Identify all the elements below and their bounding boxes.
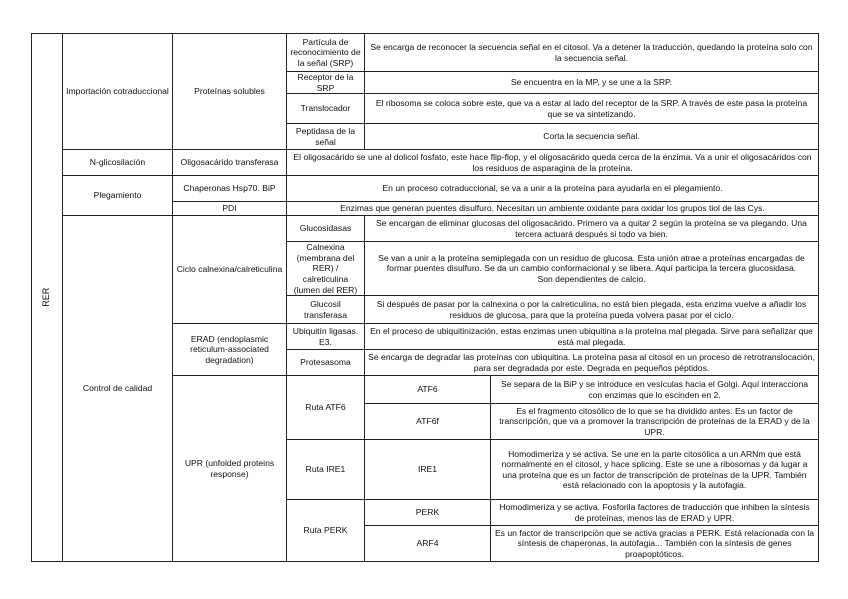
- item-name: Oligosacárido transferasa: [173, 150, 287, 176]
- folding-title: Plegamiento: [63, 176, 173, 216]
- erad-title: ERAD (endoplasmic reticulum-associated degradation): [173, 324, 287, 376]
- item-description: El oligosacárido se une al dolicol fosfato, este hace flip-flop, y el oligosacárido queda cerca de la enzima. Va a unir el oligosacáridos con los residuos de asparagina de la proteína.: [287, 150, 819, 176]
- item-name: Chaperonas Hsp70. BiP: [173, 176, 287, 202]
- item-name: PDI: [173, 202, 287, 216]
- import-category: Proteínas solubles: [173, 34, 287, 150]
- item-description: Se encargan de eliminar glucosas del oligosacárido. Primero va a quitar 2 según la proteína se va plegando. Una tercera actuará después si todo va bien.: [365, 216, 819, 242]
- item-name: ATF6f: [365, 404, 491, 440]
- item-name: Partícula de reconocimiento de la señal (SRP): [287, 34, 365, 72]
- table-row: [32, 34, 819, 72]
- item-name: Receptor de la SRP: [287, 72, 365, 94]
- item-description: Se encarga de reconocer la secuencia señal en el citosol. Va a detener la traducción, quedando la proteína solo con la secuencia señal.: [365, 34, 819, 72]
- item-description: Homodimeriza y se activa. Se une en la parte citosólica a un ARNm que está normalmente en el citosol, y hace splicing. Este se une a ribosomas y da lugar a una proteína que es un factor de transcripción de proteínas de la UPR. También está relacionado con la apoptosis y la autofagia.: [491, 440, 819, 500]
- item-description: En un proceso cotraduccional, se va a unir a la proteína para ayudarla en el plegamiento.: [287, 176, 819, 202]
- table-row: [32, 216, 819, 242]
- cycle-title: Ciclo calnexina/calreticulina: [173, 216, 287, 324]
- item-name: ATF6: [365, 376, 491, 404]
- rer-summary-table: [31, 33, 819, 562]
- table-row: [32, 176, 819, 202]
- quality-title: Control de calidad: [63, 216, 173, 562]
- section-label: RER: [41, 288, 52, 308]
- section-cell: [32, 34, 63, 562]
- item-description: Se encarga de degradar las proteínas con ubiquitina. La proteína pasa al citosol en un proceso de retrotranslocación, para ser degradada por este. Degrada en pequeños péptidos.: [365, 350, 819, 376]
- item-description: Corta la secuencia señal.: [365, 124, 819, 150]
- item-description-text: Se van a unir a la proteína semiplegada con un residuo de glucosa. Esta unión atrae a proteínas encargadas de formar puentes disulfuro. Se da un cambio conformacional y se libera. Aquí participa la tercera glucosidasa.: [378, 252, 805, 274]
- nglyc-title: N-glicosilación: [63, 150, 173, 176]
- item-description: El ribosoma se coloca sobre este, que va a estar al lado del receptor de la SRP. A través de este pasa la proteína que se va sintetizando.: [365, 94, 819, 124]
- item-name: PERK: [365, 500, 491, 526]
- import-title: Importación cotraduccional: [63, 34, 173, 150]
- item-name: Ubiquitín ligasas. E3.: [287, 324, 365, 350]
- item-name: IRE1: [365, 440, 491, 500]
- item-description: Se encuentra en la MP, y se une a la SRP.: [365, 72, 819, 94]
- item-name: Glucosidasas: [287, 216, 365, 242]
- item-name: Glucosil transferasa: [287, 296, 365, 324]
- item-name: ARF4: [365, 526, 491, 562]
- item-description: Es un factor de transcripción que se activa gracias a PERK. Está relacionada con la síntesis de chaperonas, la autofagia... También con la síntesis de genes proapoptóticos.: [491, 526, 819, 562]
- item-name: Calnexina (membrana del RER) / calreticulina (lumen del RER): [287, 242, 365, 296]
- item-name: Translocador: [287, 94, 365, 124]
- item-description: Enzimas que generan puentes disulfuro. Necesitan un ambiente oxidante para oxidar los grupos tiol de las Cys.: [287, 202, 819, 216]
- route-name: Ruta IRE1: [287, 440, 365, 500]
- item-description: [365, 242, 819, 296]
- item-description: Si después de pasar por la calnexina o por la calreticulina, no está bien plegada, esta enzima vuelve a añadir los residuos de glucosa, para que la proteína pueda volvera pasar por el ciclo.: [365, 296, 819, 324]
- item-description: Es el fragmento citosólico de lo que se ha dividido antes. Es un factor de transcripción, que va a promover la transcripción de proteínas de la ERAD y de la UPR.: [491, 404, 819, 440]
- item-description-note: Son dependientes de calcio.: [537, 273, 646, 284]
- item-name: Protesasoma: [287, 350, 365, 376]
- item-name: Peptidasa de la señal: [287, 124, 365, 150]
- item-description: Homodimeriza y se activa. Fosforila factores de traducción que inhiben la síntesis de proteínas, menos las de ERAD y UPR.: [491, 500, 819, 526]
- upr-title: UPR (unfolded proteins response): [173, 376, 287, 562]
- table-row: [32, 150, 819, 176]
- route-name: Ruta ATF6: [287, 376, 365, 440]
- item-description: Se separa de la BiP y se introduce en vesículas hacia el Golgi. Aquí interacciona con enzimas que lo escinden en 2.: [491, 376, 819, 404]
- item-description: En el proceso de ubiquitinización, estas enzimas unen ubiquitina a la proteína mal plegada. Sirve para señalizar que está mal plegada.: [365, 324, 819, 350]
- route-name: Ruta PERK: [287, 500, 365, 562]
